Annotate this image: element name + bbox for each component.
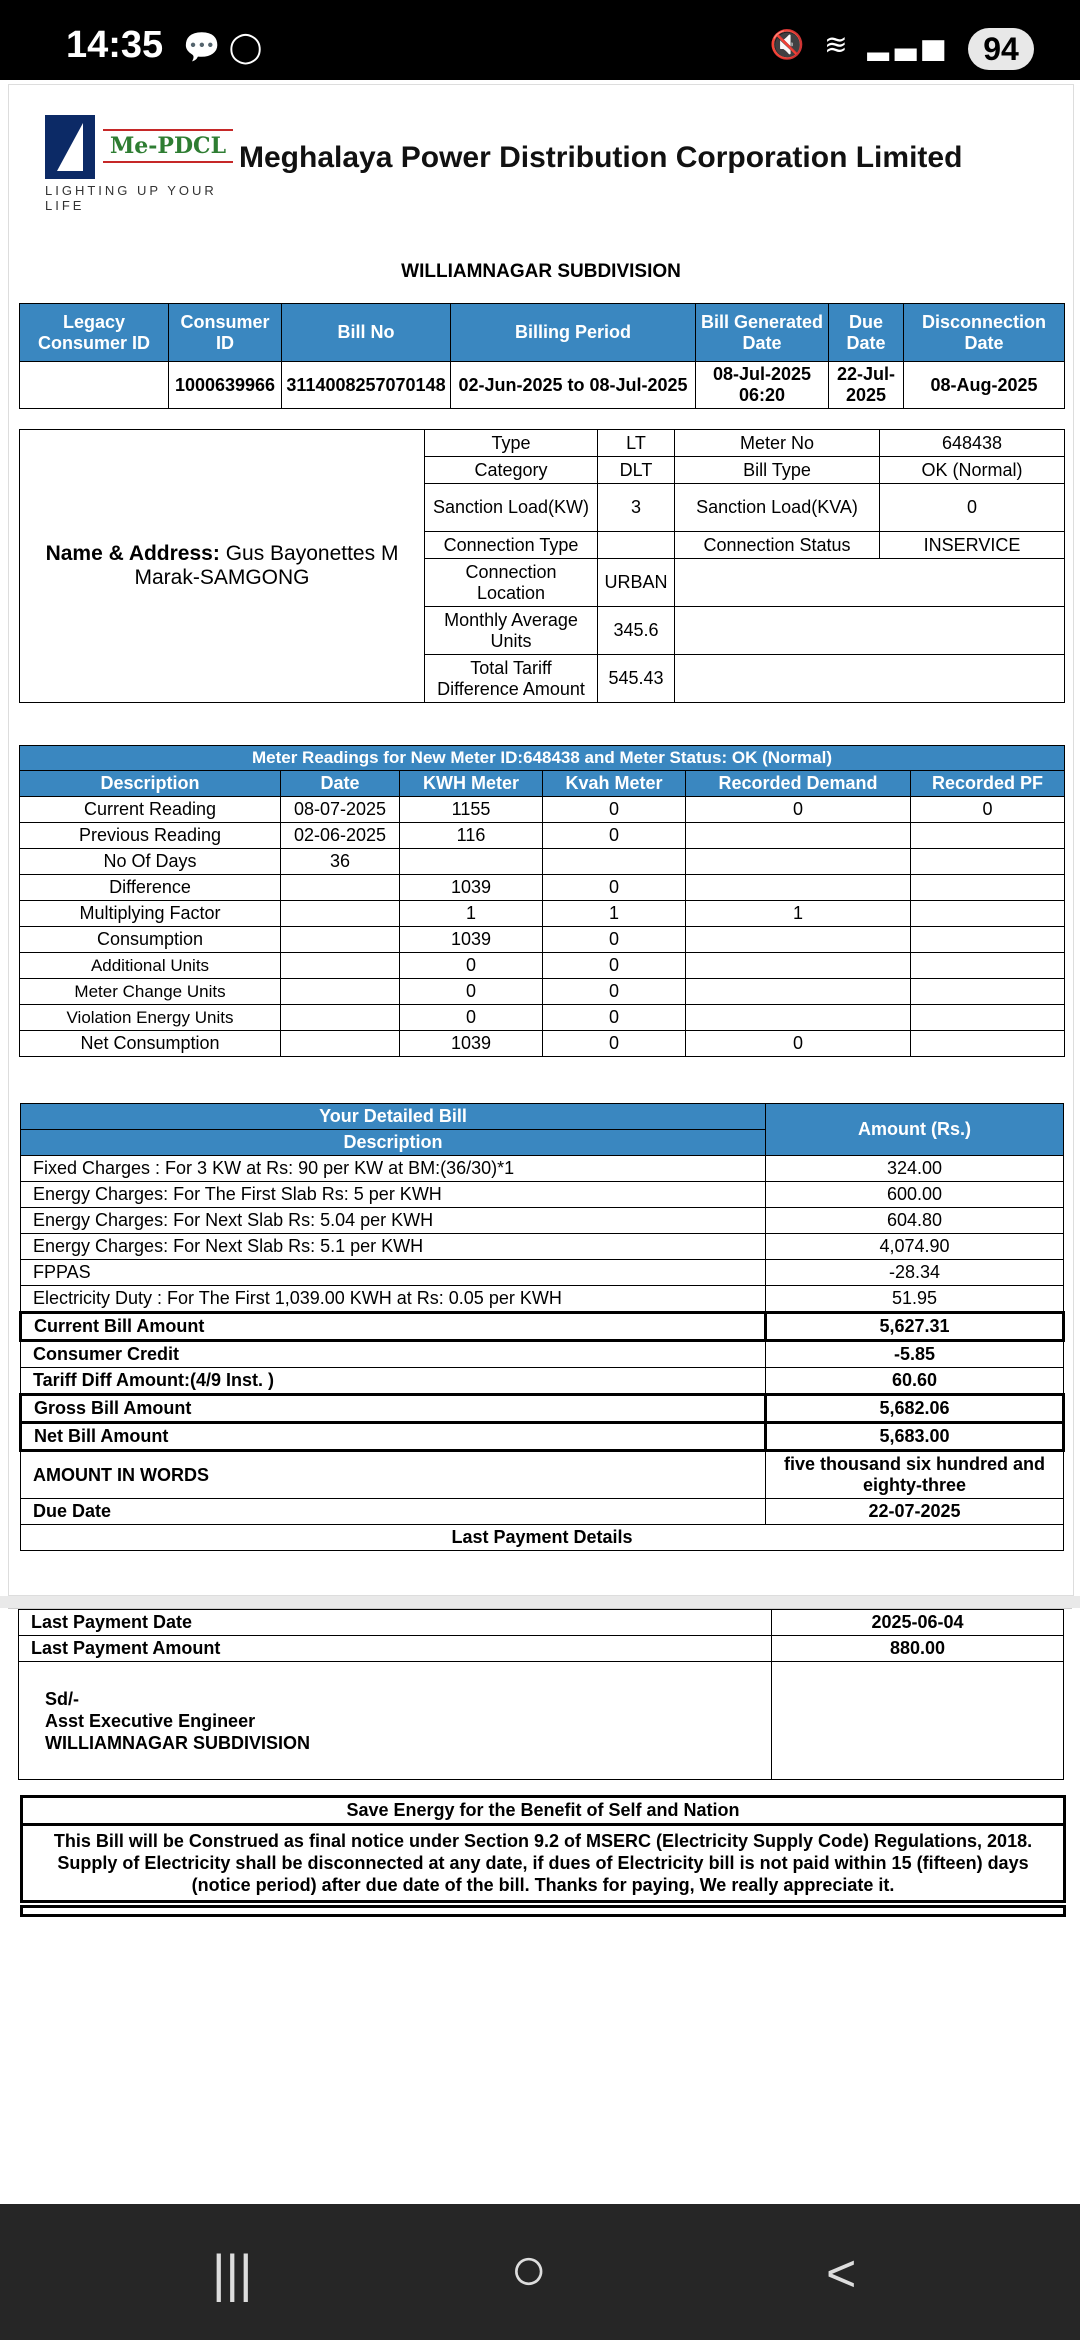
meter-cell: 0 bbox=[543, 953, 686, 979]
company-logo bbox=[37, 115, 237, 213]
meter-cell: No Of Days bbox=[20, 849, 281, 875]
meter-cell bbox=[911, 849, 1065, 875]
bill-line bbox=[21, 1156, 1064, 1182]
meter-cell bbox=[911, 875, 1065, 901]
meter-cell bbox=[686, 849, 911, 875]
meter-cell: 1039 bbox=[400, 927, 543, 953]
consumer-name: Gus Bayonettes M Marak-SAMGONG bbox=[134, 542, 399, 589]
col-bill-no: Bill No bbox=[282, 304, 451, 362]
bill-title: Your Detailed Bill bbox=[21, 1104, 766, 1130]
consumer-info-table bbox=[19, 429, 1065, 703]
name-address-cell bbox=[20, 430, 425, 703]
col-disconnection-date: Disconnection Date bbox=[904, 304, 1065, 362]
meter-cell bbox=[281, 1005, 400, 1031]
gross-bill-value: 5,682.06 bbox=[766, 1395, 1064, 1423]
name-address-label: Name & Address: bbox=[45, 542, 220, 565]
last-payment-title: Last Payment Details bbox=[21, 1525, 1064, 1551]
meter-cell bbox=[686, 953, 911, 979]
sanction-kw-value: 3 bbox=[598, 484, 675, 532]
type-label: Type bbox=[425, 430, 598, 457]
current-bill-label: Current Bill Amount bbox=[21, 1313, 766, 1341]
bill-line-description: Fixed Charges : For 3 KW at Rs: 90 per KW at BM:(36/30)*1 bbox=[21, 1156, 766, 1182]
meter-cell bbox=[281, 979, 400, 1005]
officer-title: Asst Executive Engineer bbox=[45, 1710, 256, 1731]
meter-row bbox=[20, 901, 1065, 927]
tariff-diff-amount-label: Tariff Diff Amount:(4/9 Inst. ) bbox=[21, 1368, 766, 1395]
bill-type-label: Bill Type bbox=[675, 457, 880, 484]
meter-no-value: 648438 bbox=[880, 430, 1065, 457]
meter-cell bbox=[686, 875, 911, 901]
meter-cell: Multiplying Factor bbox=[20, 901, 281, 927]
bill-line-description: FPPAS bbox=[21, 1260, 766, 1286]
meter-cell bbox=[911, 927, 1065, 953]
tariff-diff-value: 545.43 bbox=[598, 655, 675, 703]
logo-tagline: LIGHTING UP YOUR LIFE bbox=[45, 183, 217, 213]
current-bill-value: 5,627.31 bbox=[766, 1313, 1064, 1341]
meter-cell: 1039 bbox=[400, 875, 543, 901]
bill-line bbox=[21, 1286, 1064, 1313]
meter-cell: Current Reading bbox=[20, 797, 281, 823]
last-payment-date-value: 2025-06-04 bbox=[772, 1610, 1064, 1636]
meter-row bbox=[20, 979, 1065, 1005]
last-payment-amount-value: 880.00 bbox=[772, 1636, 1064, 1662]
net-bill-value: 5,683.00 bbox=[766, 1423, 1064, 1451]
meter-cell bbox=[543, 849, 686, 875]
meter-row bbox=[20, 953, 1065, 979]
empty-cell bbox=[675, 607, 1065, 655]
bill-line-description: Energy Charges: For Next Slab Rs: 5.04 per KWH bbox=[21, 1208, 766, 1234]
meter-cell bbox=[686, 823, 911, 849]
meter-col-kvah: Kvah Meter bbox=[543, 771, 686, 797]
gross-bill-label: Gross Bill Amount bbox=[21, 1395, 766, 1423]
meter-row bbox=[20, 1005, 1065, 1031]
bill-line bbox=[21, 1208, 1064, 1234]
meter-cell bbox=[911, 823, 1065, 849]
due-date-label: Due Date bbox=[21, 1499, 766, 1525]
empty-cell bbox=[675, 655, 1065, 703]
last-payment-amount-label: Last Payment Amount bbox=[19, 1636, 772, 1662]
logo-text: Me-PDCL bbox=[103, 129, 233, 163]
meter-cell: Additional Units bbox=[20, 953, 281, 979]
bill-line bbox=[21, 1260, 1064, 1286]
bill-line-description: Energy Charges: For The First Slab Rs: 5 per KWH bbox=[21, 1182, 766, 1208]
col-due-date: Due Date bbox=[829, 304, 904, 362]
category-label: Category bbox=[425, 457, 598, 484]
meter-cell bbox=[400, 849, 543, 875]
meter-row bbox=[20, 823, 1065, 849]
last-payment-date-label: Last Payment Date bbox=[19, 1610, 772, 1636]
meter-cell: 0 bbox=[543, 875, 686, 901]
bill-line-amount: 600.00 bbox=[766, 1182, 1064, 1208]
sanction-kva-label: Sanction Load(KVA) bbox=[675, 484, 880, 532]
monthly-avg-label: Monthly Average Units bbox=[425, 607, 598, 655]
meter-cell: 08-07-2025 bbox=[281, 797, 400, 823]
meter-cell bbox=[686, 979, 911, 1005]
meter-col-demand: Recorded Demand bbox=[686, 771, 911, 797]
detailed-bill-table bbox=[19, 1103, 1065, 1551]
status-bar bbox=[0, 0, 1080, 80]
clock: 14:35 bbox=[66, 24, 164, 66]
meter-cell bbox=[686, 927, 911, 953]
meter-cell: 36 bbox=[281, 849, 400, 875]
home-button[interactable]: ○ bbox=[510, 2235, 548, 2304]
col-billing-period: Billing Period bbox=[451, 304, 696, 362]
meter-cell bbox=[281, 875, 400, 901]
col-legacy-id: Legacy Consumer ID bbox=[20, 304, 169, 362]
meter-cell: 0 bbox=[400, 953, 543, 979]
meter-cell bbox=[281, 927, 400, 953]
connection-type-value bbox=[598, 532, 675, 559]
save-energy-slogan: Save Energy for the Benefit of Self and Nation bbox=[20, 1795, 1066, 1826]
office-name: WILLIAMNAGAR SUBDIVISION bbox=[45, 1732, 310, 1753]
meter-cell: 1039 bbox=[400, 1031, 543, 1057]
meter-row bbox=[20, 797, 1065, 823]
amount-words-label: AMOUNT IN WORDS bbox=[21, 1451, 766, 1499]
company-name: Meghalaya Power Distribution Corporation Limited bbox=[239, 141, 963, 174]
signature-block bbox=[19, 1662, 772, 1780]
back-button[interactable]: < bbox=[826, 2245, 857, 2303]
type-value: LT bbox=[598, 430, 675, 457]
consumer-credit-label: Consumer Credit bbox=[21, 1341, 766, 1368]
bill-no-value: 3114008257070148 bbox=[282, 362, 451, 409]
bill-page-2 bbox=[8, 1608, 1072, 2204]
meter-cell: 0 bbox=[543, 797, 686, 823]
empty-cell bbox=[675, 559, 1065, 607]
subdivision-title: WILLIAMNAGAR SUBDIVISION bbox=[401, 261, 681, 282]
signal-icon: 🔇 ≋ ▂▃▅ bbox=[769, 29, 950, 60]
sd-text: Sd/- bbox=[45, 1688, 79, 1709]
amount-header: Amount (Rs.) bbox=[766, 1104, 1064, 1156]
disconnection-date-value: 08-Aug-2025 bbox=[904, 362, 1065, 409]
payment-table bbox=[18, 1609, 1064, 1780]
recent-apps-button[interactable]: ||| bbox=[212, 2245, 253, 2303]
meter-cell: 1 bbox=[400, 901, 543, 927]
bill-page-1 bbox=[8, 84, 1074, 1596]
meter-cell bbox=[281, 1031, 400, 1057]
meter-row bbox=[20, 849, 1065, 875]
bill-line-amount: 324.00 bbox=[766, 1156, 1064, 1182]
tariff-diff-label: Total Tariff Difference Amount bbox=[425, 655, 598, 703]
bill-line-amount: 51.95 bbox=[766, 1286, 1064, 1313]
connection-location-label: Connection Location bbox=[425, 559, 598, 607]
bill-type-value: OK (Normal) bbox=[880, 457, 1065, 484]
empty-cell bbox=[772, 1662, 1064, 1780]
meter-cell: 116 bbox=[400, 823, 543, 849]
meter-cell bbox=[686, 1005, 911, 1031]
meter-no-label: Meter No bbox=[675, 430, 880, 457]
bill-line bbox=[21, 1182, 1064, 1208]
meter-title: Meter Readings for New Meter ID:648438 and Meter Status: OK (Normal) bbox=[20, 746, 1065, 771]
col-bill-generated: Bill Generated Date bbox=[696, 304, 829, 362]
meter-col-description: Description bbox=[20, 771, 281, 797]
category-value: DLT bbox=[598, 457, 675, 484]
bill-line-amount: 604.80 bbox=[766, 1208, 1064, 1234]
meter-cell: Difference bbox=[20, 875, 281, 901]
description-header: Description bbox=[21, 1130, 766, 1156]
meter-cell: Violation Energy Units bbox=[20, 1005, 281, 1031]
bill-line-amount: -28.34 bbox=[766, 1260, 1064, 1286]
meter-cell: 1 bbox=[543, 901, 686, 927]
meter-cell: 0 bbox=[686, 1031, 911, 1057]
footer-divider bbox=[20, 1905, 1066, 1917]
sanction-kva-value: 0 bbox=[880, 484, 1065, 532]
connection-location-value: URBAN bbox=[598, 559, 675, 607]
bill-line-description: Electricity Duty : For The First 1,039.00 KWH at Rs: 0.05 per KWH bbox=[21, 1286, 766, 1313]
logo-mark-icon bbox=[45, 115, 95, 179]
navigation-bar bbox=[0, 2204, 1080, 2340]
meter-cell: 0 bbox=[543, 1031, 686, 1057]
meter-col-kwh: KWH Meter bbox=[400, 771, 543, 797]
bill-header-table bbox=[19, 303, 1065, 409]
monthly-avg-value: 345.6 bbox=[598, 607, 675, 655]
meter-cell bbox=[281, 901, 400, 927]
due-date-bill-value: 22-07-2025 bbox=[766, 1499, 1064, 1525]
bill-generated-value: 08-Jul-2025 06:20 bbox=[696, 362, 829, 409]
page-separator bbox=[0, 1596, 1080, 1608]
meter-row bbox=[20, 1031, 1065, 1057]
meter-cell: Previous Reading bbox=[20, 823, 281, 849]
consumer-credit-value: -5.85 bbox=[766, 1341, 1064, 1368]
meter-cell: 0 bbox=[911, 797, 1065, 823]
col-consumer-id: Consumer ID bbox=[169, 304, 282, 362]
meter-cell: 0 bbox=[686, 797, 911, 823]
meter-col-pf: Recorded PF bbox=[911, 771, 1065, 797]
billing-period-value: 02-Jun-2025 to 08-Jul-2025 bbox=[451, 362, 696, 409]
meter-row bbox=[20, 927, 1065, 953]
connection-status-label: Connection Status bbox=[675, 532, 880, 559]
tariff-diff-amount-value: 60.60 bbox=[766, 1368, 1064, 1395]
company-header bbox=[37, 115, 1057, 215]
meter-cell bbox=[911, 979, 1065, 1005]
meter-row bbox=[20, 875, 1065, 901]
meter-cell: Net Consumption bbox=[20, 1031, 281, 1057]
meter-cell: 1 bbox=[686, 901, 911, 927]
meter-cell bbox=[911, 1031, 1065, 1057]
meter-cell: Consumption bbox=[20, 927, 281, 953]
meter-cell: 1155 bbox=[400, 797, 543, 823]
meter-cell: 0 bbox=[400, 1005, 543, 1031]
net-bill-label: Net Bill Amount bbox=[21, 1423, 766, 1451]
bill-line bbox=[21, 1234, 1064, 1260]
connection-status-value: INSERVICE bbox=[880, 532, 1065, 559]
meter-cell: 02-06-2025 bbox=[281, 823, 400, 849]
meter-readings-table bbox=[19, 745, 1065, 1057]
meter-cell bbox=[911, 901, 1065, 927]
meter-cell bbox=[911, 1005, 1065, 1031]
sanction-kw-label: Sanction Load(KW) bbox=[425, 484, 598, 532]
meter-cell: 0 bbox=[543, 979, 686, 1005]
consumer-id-value: 1000639966 bbox=[169, 362, 282, 409]
meter-col-date: Date bbox=[281, 771, 400, 797]
meter-cell: 0 bbox=[543, 1005, 686, 1031]
meter-cell bbox=[911, 953, 1065, 979]
meter-cell: 0 bbox=[543, 927, 686, 953]
meter-cell: 0 bbox=[400, 979, 543, 1005]
battery-indicator: 94 bbox=[968, 28, 1034, 70]
meter-cell bbox=[281, 953, 400, 979]
chat-icon: 💬 ◯ bbox=[183, 31, 263, 64]
meter-cell: Meter Change Units bbox=[20, 979, 281, 1005]
amount-words-value: five thousand six hundred and eighty-three bbox=[766, 1451, 1064, 1499]
due-date-value: 22-Jul-2025 bbox=[829, 362, 904, 409]
connection-type-label: Connection Type bbox=[425, 532, 598, 559]
bill-line-amount: 4,074.90 bbox=[766, 1234, 1064, 1260]
final-notice-text: This Bill will be Construed as final notice under Section 9.2 of MSERC (Electricity Supply Code) Regulations, 2018. Supply of Electricity shall be disconnected at any date, if dues of Electricity bill is not paid within 15 (fifteen) days (notice period) after due date of the bill. Thanks for paying, We really appreciate it. bbox=[20, 1823, 1066, 1903]
legacy-id-value bbox=[20, 362, 169, 409]
meter-cell: 0 bbox=[543, 823, 686, 849]
bill-line-description: Energy Charges: For Next Slab Rs: 5.1 per KWH bbox=[21, 1234, 766, 1260]
